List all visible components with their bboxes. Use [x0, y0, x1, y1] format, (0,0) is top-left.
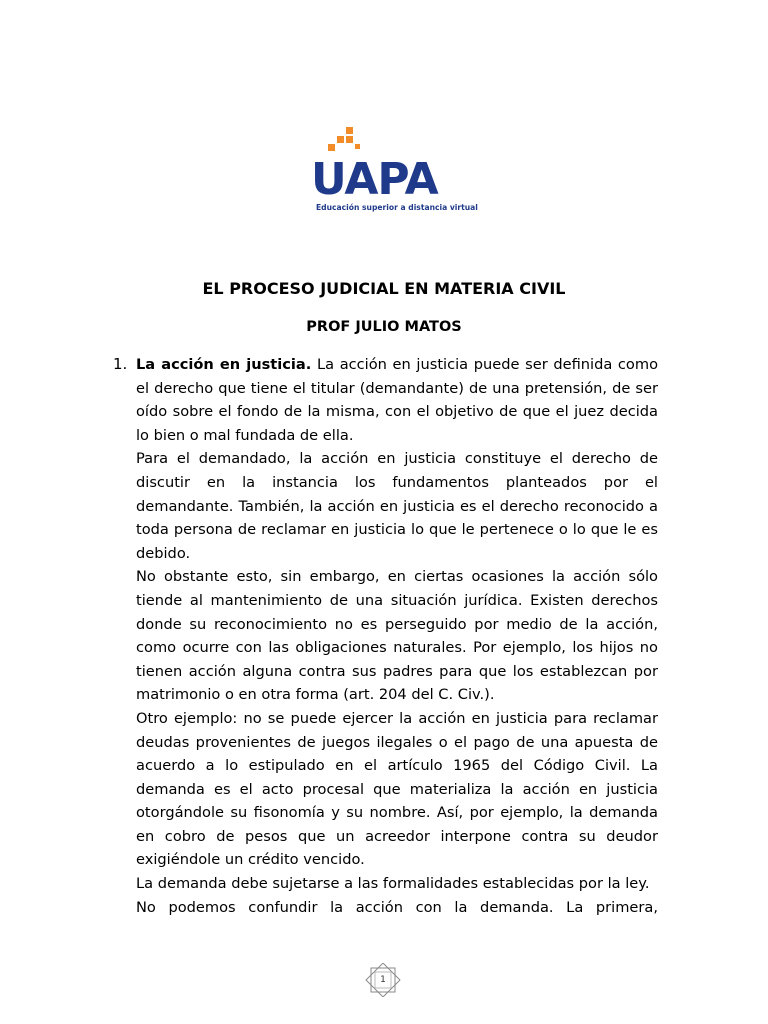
paragraph: La demanda debe sujetarse a las formalidades establecidas por la ley.: [136, 875, 650, 893]
logo-wordmark: UAPA: [311, 154, 438, 205]
uapa-logo: [289, 88, 479, 264]
document-body: [136, 353, 658, 919]
page-number: [363, 963, 403, 997]
document-title: EL PROCESO JUDICIAL EN MATERIA CIVIL: [202, 279, 566, 298]
list-item-number: 1.: [113, 355, 128, 373]
paragraph: No obstante esto, sin embargo, en ciertas ocasiones la acción sólo tiende al mantenimiento de una situación jurídica. Existen derechos donde su reconocimiento no es perseguido por medio de la acción, como ocurre con las obligaciones naturales. Por ejemplo, los hijos no tienen acción alguna contra sus padres para que los establezcan por matrimonio o en otra forma (art. 204 del C. Civ.).: [136, 568, 658, 704]
logo-tagline: Educación superior a distancia virtual: [316, 203, 478, 212]
page-number-text: 1: [380, 975, 386, 985]
document-author: PROF JULIO MATOS: [306, 319, 462, 335]
paragraph: [136, 353, 658, 447]
paragraph: No podemos confundir la acción con la demanda. La primera,: [136, 898, 658, 916]
paragraph: Otro ejemplo: no se puede ejercer la acción en justicia para reclamar deudas provenientes de juegos ilegales o el pago de una apuesta de acuerdo a lo estipulado en el artículo 1965 del Código Civil. La demanda es el acto procesal que materializa la acción en justicia otorgándole su fisonomía y su nombre. Así, por ejemplo, la demanda en cobro de pesos que un acreedor interpone contra su deudor exigiéndole un crédito vencido.: [136, 709, 658, 869]
item-heading: La acción en justicia.: [136, 356, 312, 373]
paragraph-text: La acción en justicia puede ser definida como el derecho que tiene el titular (demandante) de una pretensión, de ser oído sobre el fondo de la misma, con el objetivo de que el juez decida lo bien o mal fundada de ella.: [136, 356, 659, 444]
paragraph: Para el demandado, la acción en justicia constituye el derecho de discutir en la instancia los fundamentos planteados por el demandante. También, la acción en justicia es el derecho reconocido a toda persona de reclamar en justicia lo que le pertenece o lo que le es debido.: [136, 450, 658, 562]
